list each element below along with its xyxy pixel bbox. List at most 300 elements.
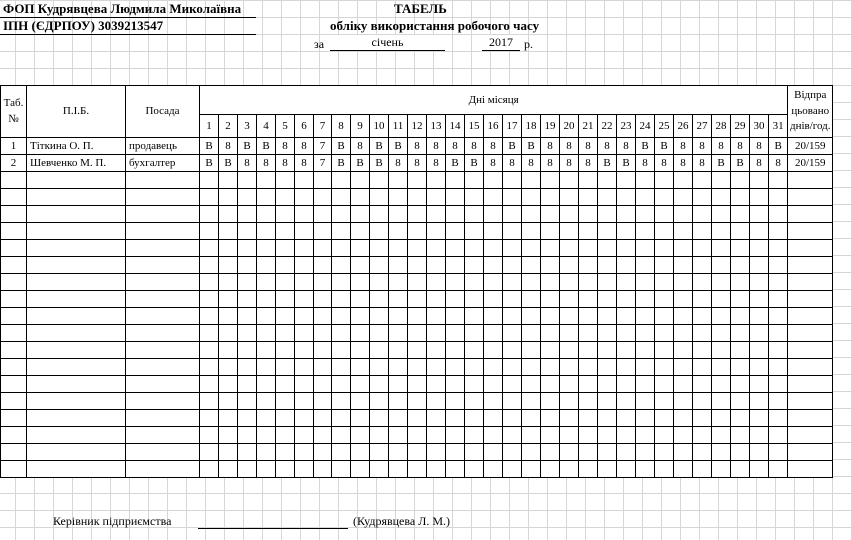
empty-cell — [693, 359, 712, 376]
empty-cell — [200, 223, 219, 240]
day-header: 3 — [238, 115, 257, 138]
empty-cell — [219, 359, 238, 376]
empty-cell — [750, 427, 769, 444]
empty-cell — [427, 325, 446, 342]
empty-cell — [295, 342, 314, 359]
empty-cell — [27, 291, 126, 308]
empty-cell — [370, 291, 389, 308]
empty-cell — [295, 444, 314, 461]
empty-cell — [598, 376, 617, 393]
day-mark: 8 — [712, 138, 731, 155]
empty-cell — [314, 325, 332, 342]
empty-cell — [238, 393, 257, 410]
empty-cell — [257, 376, 276, 393]
day-mark: 8 — [238, 155, 257, 172]
empty-cell — [1, 274, 27, 291]
empty-cell — [276, 376, 295, 393]
empty-cell — [655, 427, 674, 444]
empty-cell — [579, 410, 598, 427]
empty-cell — [560, 274, 579, 291]
empty-cell — [295, 376, 314, 393]
day-mark: В — [712, 155, 731, 172]
empty-cell — [257, 240, 276, 257]
empty-cell — [560, 223, 579, 240]
empty-cell — [560, 172, 579, 189]
empty-cell — [446, 342, 465, 359]
empty-cell — [636, 444, 655, 461]
empty-cell — [1, 376, 27, 393]
empty-cell — [655, 223, 674, 240]
empty-cell — [579, 223, 598, 240]
empty-cell — [370, 206, 389, 223]
employee-row — [1, 155, 833, 172]
day-mark: 8 — [351, 138, 370, 155]
empty-cell — [788, 427, 833, 444]
doc-subtitle: обліку використання робочого часу — [330, 18, 540, 33]
empty-cell — [579, 189, 598, 206]
employee-tab-number: 2 — [1, 155, 27, 172]
empty-cell — [598, 325, 617, 342]
empty-cell — [693, 257, 712, 274]
empty-cell — [731, 410, 750, 427]
empty-cell — [200, 427, 219, 444]
empty-cell — [446, 274, 465, 291]
empty-cell — [200, 189, 219, 206]
empty-cell — [427, 240, 446, 257]
empty-cell — [503, 257, 522, 274]
empty-cell — [579, 257, 598, 274]
empty-cell — [674, 393, 693, 410]
empty-cell — [503, 274, 522, 291]
empty-cell — [465, 461, 484, 478]
day-mark: В — [446, 155, 465, 172]
empty-cell — [769, 325, 788, 342]
empty-cell — [314, 410, 332, 427]
empty-cell — [370, 325, 389, 342]
empty-cell — [560, 257, 579, 274]
empty-cell — [655, 291, 674, 308]
empty-cell — [408, 359, 427, 376]
empty-cell — [769, 223, 788, 240]
day-mark: 8 — [446, 138, 465, 155]
empty-cell — [257, 461, 276, 478]
empty-cell — [1, 325, 27, 342]
empty-cell — [674, 308, 693, 325]
empty-cell — [1, 359, 27, 376]
empty-cell — [788, 444, 833, 461]
empty-cell — [769, 274, 788, 291]
empty-cell — [238, 376, 257, 393]
empty-cell — [389, 461, 408, 478]
empty-cell — [636, 342, 655, 359]
empty-cell — [427, 274, 446, 291]
empty-cell — [389, 257, 408, 274]
empty-cell — [465, 427, 484, 444]
empty-cell — [295, 206, 314, 223]
empty-cell — [27, 308, 126, 325]
empty-cell — [636, 223, 655, 240]
empty-cell — [579, 376, 598, 393]
empty-cell — [655, 444, 674, 461]
employee-tab-number: 1 — [1, 138, 27, 155]
empty-cell — [238, 444, 257, 461]
empty-cell — [693, 410, 712, 427]
empty-row — [1, 427, 833, 444]
empty-row — [1, 223, 833, 240]
empty-cell — [257, 444, 276, 461]
empty-cell — [522, 308, 541, 325]
empty-cell — [276, 172, 295, 189]
empty-cell — [219, 410, 238, 427]
day-mark: 8 — [750, 138, 769, 155]
empty-cell — [579, 427, 598, 444]
day-mark: 8 — [408, 138, 427, 155]
empty-cell — [598, 393, 617, 410]
empty-cell — [541, 206, 560, 223]
empty-cell — [200, 308, 219, 325]
empty-cell — [731, 444, 750, 461]
employee-position: продавець — [126, 138, 200, 155]
empty-cell — [598, 410, 617, 427]
empty-cell — [200, 444, 219, 461]
empty-cell — [750, 274, 769, 291]
empty-cell — [446, 257, 465, 274]
empty-cell — [560, 410, 579, 427]
empty-cell — [27, 427, 126, 444]
empty-cell — [276, 393, 295, 410]
empty-cell — [503, 444, 522, 461]
empty-cell — [276, 427, 295, 444]
empty-cell — [636, 461, 655, 478]
empty-cell — [295, 427, 314, 444]
empty-cell — [484, 189, 503, 206]
empty-cell — [351, 393, 370, 410]
empty-cell — [276, 359, 295, 376]
empty-cell — [27, 189, 126, 206]
empty-cell — [219, 206, 238, 223]
empty-cell — [541, 427, 560, 444]
empty-cell — [276, 308, 295, 325]
empty-cell — [238, 257, 257, 274]
empty-cell — [332, 393, 351, 410]
empty-cell — [446, 325, 465, 342]
day-mark: 8 — [276, 138, 295, 155]
empty-cell — [427, 393, 446, 410]
empty-cell — [731, 461, 750, 478]
empty-cell — [655, 359, 674, 376]
empty-cell — [541, 325, 560, 342]
empty-cell — [693, 308, 712, 325]
empty-cell — [636, 393, 655, 410]
day-mark: 8 — [522, 155, 541, 172]
day-header: 10 — [370, 115, 389, 138]
empty-cell — [636, 325, 655, 342]
empty-cell — [636, 410, 655, 427]
empty-cell — [465, 291, 484, 308]
empty-cell — [238, 223, 257, 240]
empty-cell — [332, 342, 351, 359]
empty-cell — [200, 240, 219, 257]
empty-cell — [579, 393, 598, 410]
empty-cell — [693, 393, 712, 410]
day-header: 11 — [389, 115, 408, 138]
empty-cell — [750, 240, 769, 257]
day-header: 14 — [446, 115, 465, 138]
empty-cell — [238, 359, 257, 376]
empty-cell — [674, 325, 693, 342]
empty-cell — [541, 410, 560, 427]
empty-cell — [351, 257, 370, 274]
empty-cell — [617, 444, 636, 461]
empty-cell — [712, 308, 731, 325]
day-mark: 8 — [408, 155, 427, 172]
empty-cell — [238, 427, 257, 444]
empty-cell — [750, 325, 769, 342]
day-mark: 8 — [503, 155, 522, 172]
empty-cell — [484, 172, 503, 189]
empty-cell — [674, 410, 693, 427]
empty-cell — [427, 223, 446, 240]
empty-cell — [126, 223, 200, 240]
empty-cell — [693, 223, 712, 240]
empty-cell — [219, 393, 238, 410]
empty-cell — [731, 240, 750, 257]
empty-cell — [750, 189, 769, 206]
empty-cell — [655, 274, 674, 291]
empty-cell — [389, 376, 408, 393]
empty-cell — [522, 342, 541, 359]
empty-cell — [674, 359, 693, 376]
empty-cell — [1, 342, 27, 359]
empty-cell — [617, 427, 636, 444]
day-mark: В — [465, 155, 484, 172]
empty-cell — [408, 376, 427, 393]
empty-cell — [27, 206, 126, 223]
day-mark: 8 — [257, 155, 276, 172]
empty-cell — [389, 427, 408, 444]
empty-cell — [503, 240, 522, 257]
empty-cell — [522, 410, 541, 427]
empty-cell — [295, 359, 314, 376]
empty-cell — [446, 291, 465, 308]
empty-cell — [427, 461, 446, 478]
empty-cell — [314, 206, 332, 223]
empty-cell — [769, 461, 788, 478]
empty-cell — [674, 461, 693, 478]
empty-cell — [351, 359, 370, 376]
empty-cell — [636, 291, 655, 308]
empty-cell — [351, 274, 370, 291]
empty-cell — [257, 359, 276, 376]
empty-cell — [238, 189, 257, 206]
empty-cell — [788, 410, 833, 427]
empty-cell — [314, 308, 332, 325]
empty-cell — [560, 189, 579, 206]
empty-cell — [655, 376, 674, 393]
empty-cell — [351, 342, 370, 359]
empty-cell — [693, 461, 712, 478]
empty-cell — [522, 376, 541, 393]
day-mark: 8 — [427, 138, 446, 155]
empty-cell — [465, 376, 484, 393]
empty-cell — [126, 189, 200, 206]
empty-cell — [522, 206, 541, 223]
empty-cell — [674, 172, 693, 189]
empty-cell — [370, 308, 389, 325]
empty-cell — [427, 189, 446, 206]
empty-cell — [579, 172, 598, 189]
day-mark: 8 — [731, 138, 750, 155]
empty-cell — [408, 410, 427, 427]
empty-cell — [731, 189, 750, 206]
empty-cell — [769, 257, 788, 274]
empty-cell — [427, 257, 446, 274]
empty-cell — [579, 342, 598, 359]
empty-cell — [126, 444, 200, 461]
empty-cell — [332, 240, 351, 257]
empty-cell — [370, 461, 389, 478]
empty-cell — [617, 206, 636, 223]
empty-cell — [598, 274, 617, 291]
empty-cell — [655, 206, 674, 223]
empty-cell — [655, 172, 674, 189]
empty-row — [1, 325, 833, 342]
empty-row — [1, 257, 833, 274]
day-mark: 8 — [465, 138, 484, 155]
empty-cell — [788, 291, 833, 308]
day-header: 5 — [276, 115, 295, 138]
empty-cell — [276, 325, 295, 342]
empty-cell — [750, 308, 769, 325]
day-mark: В — [370, 138, 389, 155]
empty-cell — [541, 257, 560, 274]
empty-cell — [750, 461, 769, 478]
empty-cell — [560, 291, 579, 308]
empty-cell — [788, 206, 833, 223]
empty-cell — [408, 223, 427, 240]
empty-cell — [655, 189, 674, 206]
empty-cell — [484, 240, 503, 257]
empty-cell — [126, 325, 200, 342]
empty-cell — [427, 342, 446, 359]
empty-cell — [693, 189, 712, 206]
empty-row — [1, 444, 833, 461]
empty-cell — [351, 291, 370, 308]
day-mark: В — [731, 155, 750, 172]
empty-cell — [617, 223, 636, 240]
empty-cell — [522, 291, 541, 308]
empty-cell — [200, 410, 219, 427]
empty-cell — [370, 274, 389, 291]
empty-cell — [541, 308, 560, 325]
empty-cell — [598, 223, 617, 240]
empty-cell — [617, 461, 636, 478]
empty-cell — [503, 189, 522, 206]
empty-cell — [332, 308, 351, 325]
day-mark: В — [769, 138, 788, 155]
empty-cell — [579, 240, 598, 257]
empty-cell — [731, 206, 750, 223]
employee-worked-total: 20/159 — [788, 155, 833, 172]
empty-cell — [427, 444, 446, 461]
empty-cell — [674, 257, 693, 274]
empty-cell — [408, 325, 427, 342]
empty-cell — [370, 376, 389, 393]
empty-cell — [446, 410, 465, 427]
employee-position: бухгалтер — [126, 155, 200, 172]
empty-cell — [126, 342, 200, 359]
empty-cell — [332, 172, 351, 189]
empty-cell — [731, 223, 750, 240]
day-header: 30 — [750, 115, 769, 138]
empty-cell — [389, 342, 408, 359]
empty-cell — [219, 291, 238, 308]
empty-cell — [370, 172, 389, 189]
empty-cell — [617, 410, 636, 427]
empty-cell — [712, 376, 731, 393]
empty-cell — [219, 342, 238, 359]
employee-worked-total: 20/159 — [788, 138, 833, 155]
empty-cell — [332, 189, 351, 206]
day-mark: 8 — [219, 138, 238, 155]
empty-cell — [769, 444, 788, 461]
empty-cell — [617, 172, 636, 189]
empty-cell — [560, 206, 579, 223]
empty-cell — [484, 342, 503, 359]
empty-cell — [522, 359, 541, 376]
empty-cell — [219, 172, 238, 189]
empty-cell — [351, 427, 370, 444]
day-mark: В — [238, 138, 257, 155]
empty-cell — [1, 223, 27, 240]
empty-cell — [295, 461, 314, 478]
day-header: 20 — [560, 115, 579, 138]
day-mark: В — [351, 155, 370, 172]
empty-cell — [276, 274, 295, 291]
empty-cell — [219, 427, 238, 444]
empty-cell — [389, 444, 408, 461]
empty-cell — [465, 325, 484, 342]
empty-cell — [370, 359, 389, 376]
day-header: 23 — [617, 115, 636, 138]
empty-cell — [126, 410, 200, 427]
empty-cell — [560, 444, 579, 461]
empty-cell — [351, 308, 370, 325]
day-header: 28 — [712, 115, 731, 138]
empty-cell — [712, 410, 731, 427]
empty-cell — [314, 444, 332, 461]
empty-cell — [484, 359, 503, 376]
empty-cell — [257, 206, 276, 223]
empty-cell — [693, 427, 712, 444]
empty-cell — [389, 393, 408, 410]
day-mark: 8 — [674, 138, 693, 155]
day-mark: 8 — [389, 155, 408, 172]
empty-cell — [484, 393, 503, 410]
empty-cell — [560, 461, 579, 478]
empty-cell — [389, 240, 408, 257]
empty-cell — [446, 427, 465, 444]
empty-cell — [219, 444, 238, 461]
empty-cell — [314, 461, 332, 478]
empty-cell — [731, 376, 750, 393]
day-header: 6 — [295, 115, 314, 138]
empty-cell — [560, 393, 579, 410]
empty-cell — [712, 291, 731, 308]
empty-cell — [27, 342, 126, 359]
day-mark: В — [598, 155, 617, 172]
empty-cell — [674, 206, 693, 223]
